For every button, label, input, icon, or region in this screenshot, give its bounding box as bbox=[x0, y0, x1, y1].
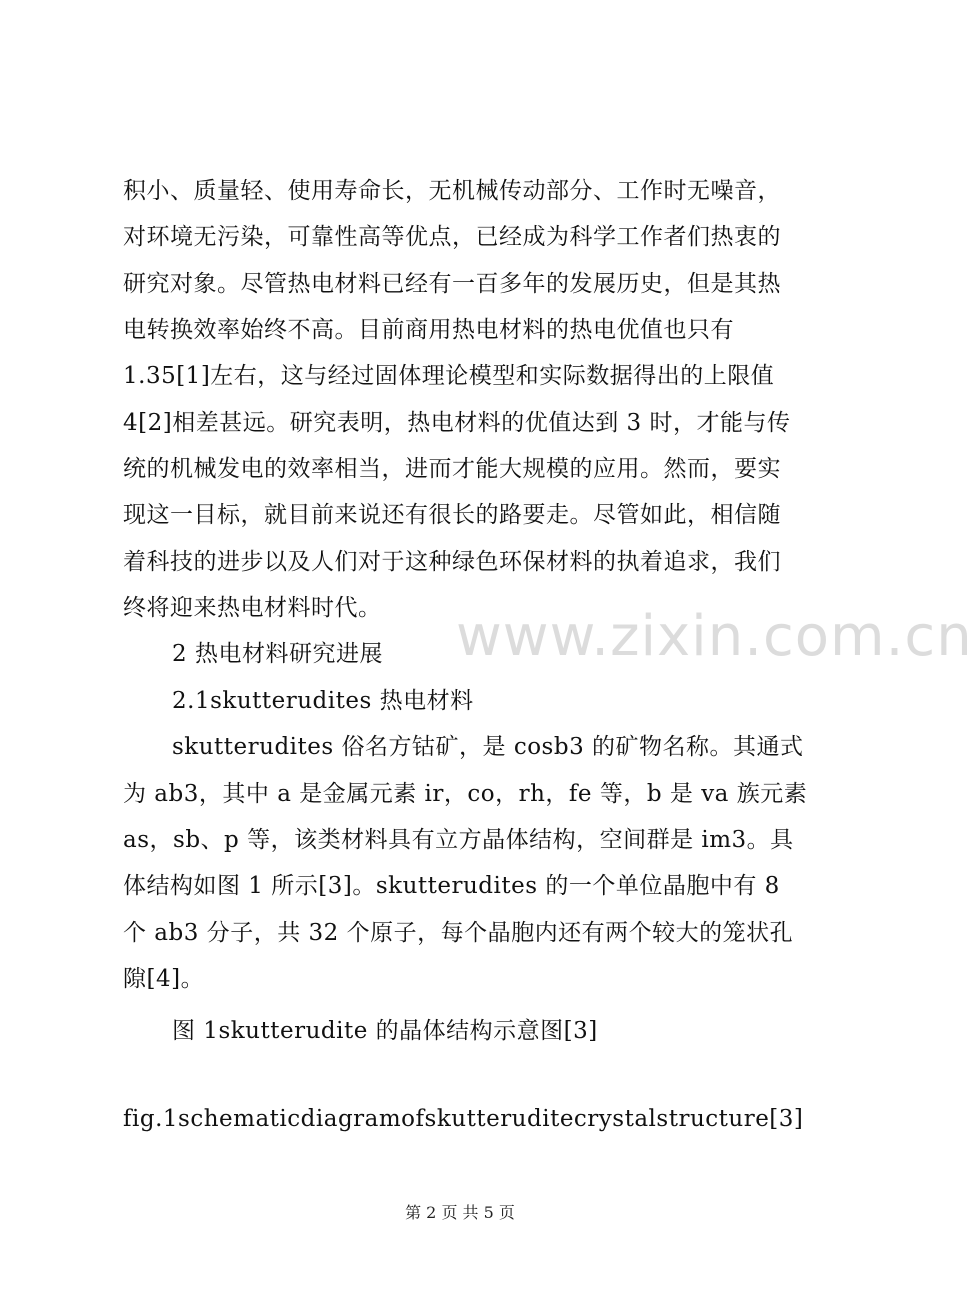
figure-caption-cn: 图 1skutterudite 的晶体结构示意图[3] bbox=[172, 1018, 598, 1044]
page-footer: 第 2 页 共 5 页 bbox=[405, 1203, 515, 1222]
paragraph-line: 4[2]相差甚远。研究表明，热电材料的优值达到 3 时，才能与传 bbox=[123, 410, 791, 436]
paragraph-line: 对环境无污染，可靠性高等优点，已经成为科学工作者们热衷的 bbox=[123, 224, 781, 250]
paragraph-line: 体结构如图 1 所示[3]。skutterudites 的一个单位晶胞中有 8 bbox=[123, 873, 780, 899]
paragraph-line: 隙[4]。 bbox=[123, 966, 205, 992]
paragraph-line: 统的机械发电的效率相当，进而才能大规模的应用。然而，要实 bbox=[123, 456, 781, 482]
paragraph-line: 终将迎来热电材料时代。 bbox=[123, 595, 382, 621]
paragraph-line: 个 ab3 分子，共 32 个原子，每个晶胞内还有两个较大的笼状孔 bbox=[123, 920, 794, 946]
watermark: www.zixin.com.cn bbox=[456, 604, 973, 669]
paragraph-line: 1.35[1]左右，这与经过固体理论模型和实际数据得出的上限值 bbox=[123, 363, 775, 389]
figure-caption-en: fig.1schematicdiagramofskutteruditecrystalstructure[3] bbox=[123, 1106, 804, 1132]
paragraph-line: skutterudites 俗名方钴矿，是 cosb3 的矿物名称。其通式 bbox=[172, 734, 804, 760]
paragraph-line: 着科技的进步以及人们对于这种绿色环保材料的执着追求，我们 bbox=[123, 549, 781, 575]
paragraph-line: 为 ab3，其中 a 是金属元素 ir，co，rh，fe 等，b 是 va 族元素 bbox=[123, 781, 808, 807]
paragraph-line: as，sb、p 等，该类材料具有立方晶体结构，空间群是 im3。具 bbox=[123, 827, 794, 853]
paragraph-line: 现这一目标，就目前来说还有很长的路要走。尽管如此，相信随 bbox=[123, 502, 781, 528]
paragraph-line: 积小、质量轻、使用寿命长，无机械传动部分、工作时无噪音， bbox=[123, 178, 781, 204]
paragraph-line: 研究对象。尽管热电材料已经有一百多年的发展历史，但是其热 bbox=[123, 271, 781, 297]
subsection-heading: 2.1skutterudites 热电材料 bbox=[172, 688, 474, 714]
section-heading: 2 热电材料研究进展 bbox=[172, 641, 383, 667]
paragraph-line: 电转换效率始终不高。目前商用热电材料的热电优值也只有 bbox=[123, 317, 734, 343]
